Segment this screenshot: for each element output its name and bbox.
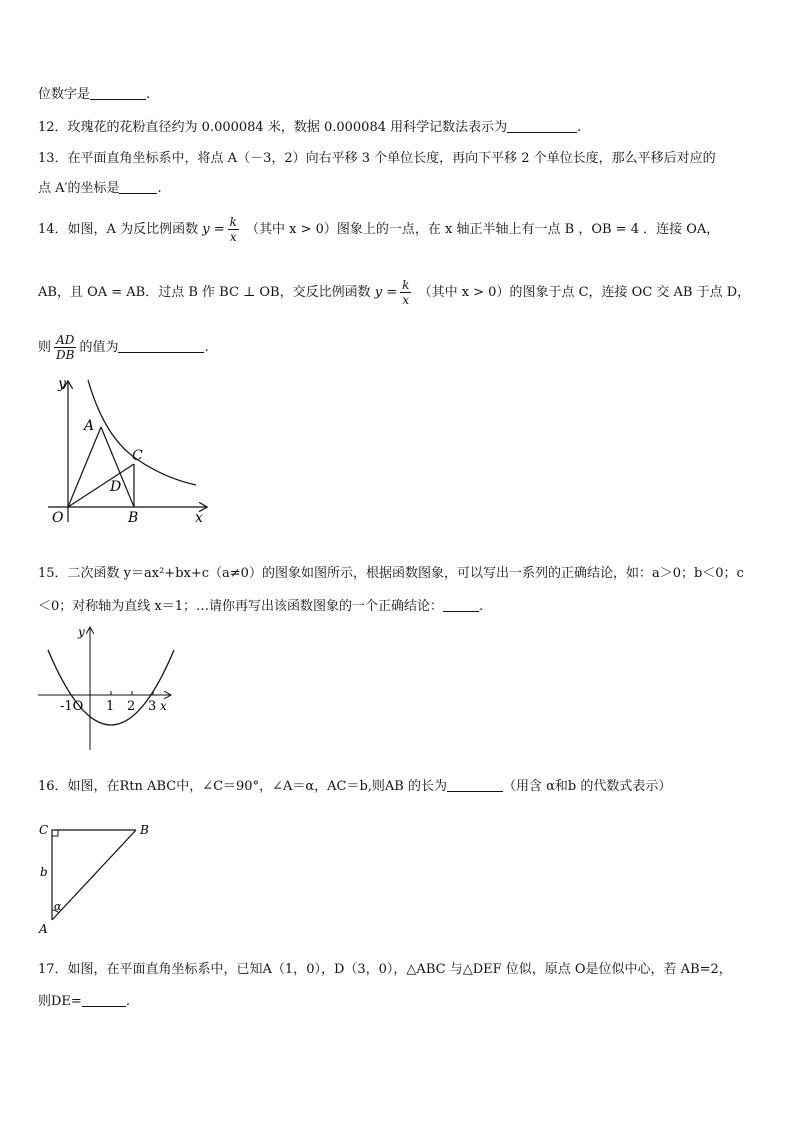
- label-x: x: [160, 699, 167, 713]
- q11-answer-blank[interactable]: [90, 87, 146, 100]
- hyperbola-curve: [88, 380, 196, 485]
- label-tick-1: 1: [106, 699, 115, 714]
- fraction-numerator: k: [402, 278, 410, 292]
- q12-text: 12．玫瑰花的花粉直径约为 0.000084 米，数据 0.000084 用科学记数法表示为: [38, 120, 508, 135]
- q14-fraction-k-x-2: [400, 278, 411, 307]
- question-14-line2: [38, 278, 750, 307]
- q15-text-2: ＜0；对称轴为直线 x＝1；…请你再写出该函数图象的一个正确结论：: [38, 599, 444, 614]
- q15-end: .: [479, 599, 484, 614]
- fraction-denominator: x: [229, 230, 237, 244]
- label-origin: -1O: [60, 699, 84, 714]
- question-14-line1: [38, 215, 719, 244]
- q13-end: .: [157, 181, 162, 196]
- q12-end: .: [577, 120, 582, 135]
- q15-answer-blank[interactable]: [443, 599, 479, 612]
- q14-end: .: [204, 340, 209, 355]
- q15-text: 15．二次函数 y＝ax²+bx+c（a≠0）的图象如图所示，根据函数图象，可以写出一系列的正确结论，如：a＞0；b＜0；c: [38, 566, 744, 581]
- q14-text-2a: AB，且 OA = AB．过点 B 作 BC ⊥ OB，交反比例函数: [38, 285, 371, 300]
- q11-tail-end: .: [146, 87, 151, 102]
- label-a: A: [84, 418, 95, 434]
- q15-figure: [36, 622, 186, 752]
- label-c: C: [132, 448, 143, 464]
- question-17-line2: [38, 990, 130, 1009]
- ratio-numerator: AD: [54, 333, 76, 348]
- label-side-b: b: [40, 865, 48, 879]
- label-y: y: [78, 625, 85, 639]
- q17-end: .: [125, 994, 130, 1009]
- q13-answer-blank[interactable]: [119, 181, 157, 194]
- question-13-line2: [38, 177, 162, 196]
- q13-text-2: 点 A′的坐标是: [38, 181, 120, 196]
- question-15-line2: [38, 595, 483, 614]
- question-17-line1: [38, 958, 732, 977]
- question-14-line3: [38, 333, 209, 362]
- q14-ratio-ad-db: [54, 333, 76, 362]
- side-ab: [52, 830, 136, 920]
- label-tick-3: 3: [148, 699, 157, 714]
- segment-oa: [68, 427, 101, 507]
- label-b: B: [140, 823, 149, 837]
- q14-text-1b: （其中 x > 0）图象上的一点，在 x 轴正半轴上有一点 B ，OB = 4 ．连接 OA，: [246, 222, 720, 237]
- q14-text-2b: （其中 x > 0）的图象于点 C，连接 OC 交 AB 于点 D，: [418, 285, 751, 300]
- q17-text-2: 则DE=: [38, 994, 82, 1009]
- segment-oc: [68, 464, 134, 507]
- q14-function-label: y =: [202, 222, 225, 237]
- q14-function-label-2: y =: [374, 285, 398, 300]
- question-12: [38, 116, 581, 135]
- question-13-line1: [38, 147, 716, 166]
- label-y: y: [58, 376, 66, 392]
- ratio-denominator: DB: [56, 348, 75, 362]
- q13-text: 13．在平面直角坐标系中，将点 A（－3，2）向右平移 3 个单位长度，再向下平移 2 个单位长度，那么平移后对应的: [38, 151, 716, 166]
- q14-text-1a: 14．如图，A 为反比例函数: [38, 222, 199, 237]
- q14-text-3a: 则: [38, 340, 52, 355]
- q16-figure: [36, 818, 166, 938]
- q11-tail: [38, 83, 150, 102]
- question-16: [38, 775, 671, 794]
- label-x: x: [195, 510, 203, 526]
- label-d: D: [110, 479, 122, 495]
- q14-figure: [38, 372, 218, 532]
- right-angle-mark: [52, 830, 58, 836]
- q12-answer-blank[interactable]: [507, 120, 577, 133]
- label-o: O: [52, 510, 64, 526]
- fraction-denominator: x: [402, 293, 410, 307]
- q14-text-3b: 的值为: [79, 340, 119, 355]
- fraction-numerator: k: [229, 215, 237, 229]
- q14-answer-blank[interactable]: [118, 340, 204, 353]
- q14-fraction-k-x: [228, 215, 239, 244]
- q17-text: 17．如图，在平面直角坐标系中，已知A（1，0），D（3，0），△ABC 与△DEF 位似，原点 O是位似中心，若 AB=2，: [38, 962, 732, 977]
- q17-answer-blank[interactable]: [82, 994, 126, 1007]
- q11-tail-text: 位数字是: [38, 87, 91, 102]
- label-c: C: [39, 823, 49, 837]
- label-tick-2: 2: [127, 699, 136, 714]
- q16-text: 16．如图，在Rtn ABC中，∠C＝90°，∠A＝α，AC＝b,则AB 的长为: [38, 779, 447, 794]
- q16-suffix: （用含 α和b 的代数式表示）: [503, 779, 672, 794]
- q16-answer-blank[interactable]: [447, 779, 503, 792]
- question-15-line1: [38, 562, 744, 581]
- label-b: B: [128, 510, 139, 526]
- label-alpha: α: [54, 900, 62, 913]
- label-a: A: [39, 922, 48, 936]
